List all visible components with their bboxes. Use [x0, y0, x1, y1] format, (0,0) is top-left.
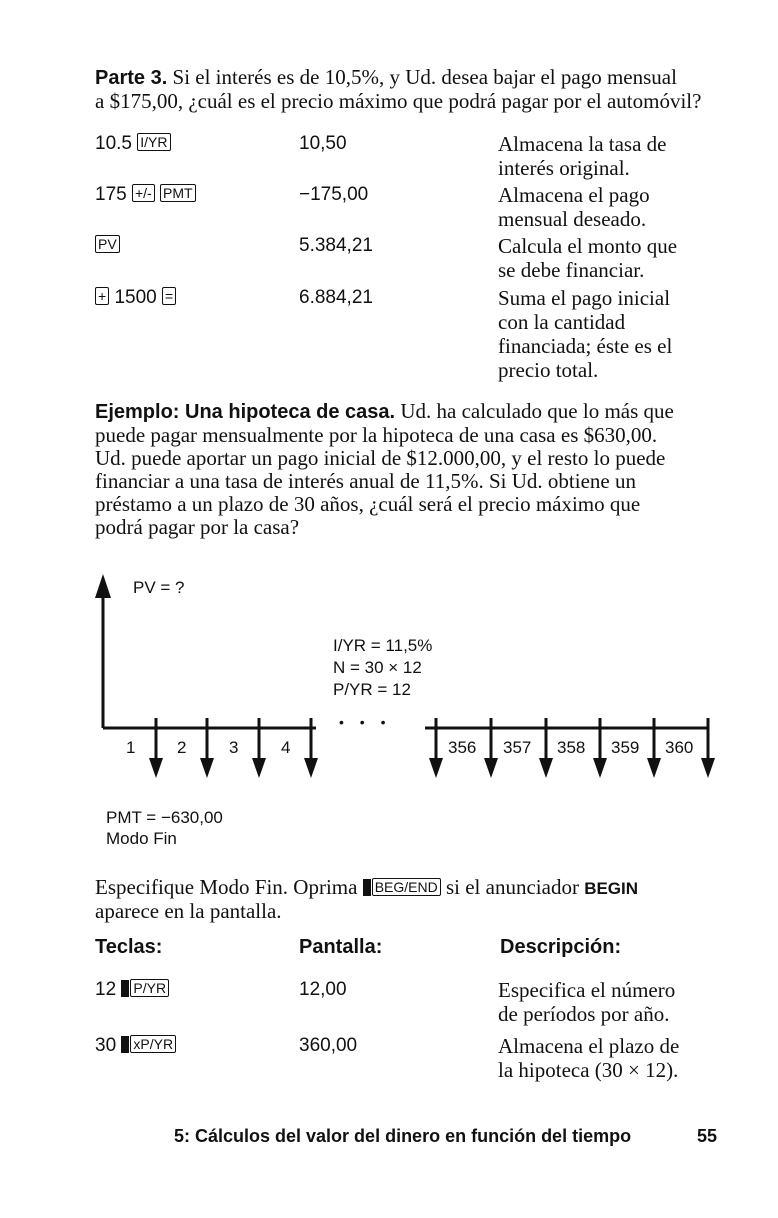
- part3-line1: Si el interés es de 10,5%, y Ud. desea bajar el pago mensual: [172, 65, 677, 89]
- display-value: 10,50: [299, 133, 347, 154]
- instruction-text: si el anunciador: [445, 875, 579, 899]
- header-display: Pantalla:: [299, 936, 383, 958]
- keystroke-cell: [95, 234, 120, 257]
- desc-line: Especifica el número: [498, 978, 676, 1002]
- example-line: préstamo a un plazo de 30 años, ¿cuál será el precio máximo que: [95, 492, 641, 516]
- iyr-label: I/YR = 11,5%: [333, 636, 433, 655]
- example-lead: Ejemplo: Una hipoteca de casa.: [95, 401, 396, 423]
- description: [498, 183, 728, 231]
- desc-line: Almacena la tasa de: [498, 132, 667, 156]
- period-label: 358: [557, 738, 586, 757]
- part3-lead: Parte 3.: [95, 67, 168, 89]
- example-paragraph: [95, 400, 715, 539]
- pv-label: PV = ?: [133, 578, 185, 597]
- desc-line: Suma el pago inicial: [498, 286, 671, 310]
- desc-line: mensual deseado.: [498, 207, 647, 231]
- keystroke-cell: [95, 978, 169, 1001]
- desc-line: precio total.: [498, 358, 599, 382]
- period-label: 1: [126, 738, 136, 757]
- keystroke-cell: [95, 183, 196, 206]
- display-value: 6.884,21: [299, 287, 373, 308]
- period-label: 359: [611, 738, 640, 757]
- instruction-line2: aparece en la pantalla.: [95, 899, 282, 923]
- key-plus: +: [95, 287, 109, 305]
- mode-label: Modo Fin: [106, 829, 177, 848]
- ellipsis: • • •: [339, 714, 392, 730]
- key-pmt: PMT: [160, 184, 196, 202]
- display-value: 12,00: [299, 979, 347, 1000]
- page-number: 55: [697, 1126, 718, 1146]
- header-keys: Teclas:: [95, 936, 163, 958]
- description: [498, 1034, 728, 1082]
- chapter-footer: 5: Cálculos del valor del dinero en función del tiempo: [174, 1126, 632, 1146]
- shift-key-icon: [121, 1036, 129, 1053]
- key-xp-yr: xP/YR: [130, 1035, 176, 1053]
- pv-arrow-head: [95, 574, 111, 598]
- period-label: 360: [665, 738, 694, 757]
- key-equals: =: [162, 287, 176, 305]
- n-label: N = 30 × 12: [333, 658, 422, 677]
- key-number: 1500: [114, 287, 157, 308]
- desc-line: financiada; éste es el: [498, 334, 673, 358]
- keystroke-cell: [95, 286, 176, 309]
- example-line: Ud. puede aportar un pago inicial de $12.000,00, y el resto lo puede: [95, 446, 666, 470]
- key-p-yr: P/YR: [130, 979, 169, 997]
- begin-annunciator: BEGIN: [584, 879, 639, 898]
- key-iyr: I/YR: [137, 133, 170, 151]
- description: [498, 286, 728, 382]
- pyr-label: P/YR = 12: [333, 680, 411, 699]
- example-line: puede pagar mensualmente por la hipoteca de una casa es $630,00.: [95, 423, 658, 447]
- pmt-label: PMT = −630,00: [106, 808, 223, 827]
- description: [498, 978, 728, 1026]
- part3-paragraph: [95, 66, 715, 113]
- instruction-paragraph: [95, 876, 715, 923]
- key-prefix: 30: [95, 1035, 117, 1056]
- display-value: −175,00: [299, 184, 369, 205]
- key-prefix: 10.5: [95, 133, 132, 154]
- display-value: 360,00: [299, 1035, 358, 1056]
- desc-line: Almacena el pago: [498, 183, 650, 207]
- instruction-text: Especifique Modo Fin. Oprima: [95, 875, 358, 899]
- key-beg-end: BEG/END: [372, 878, 441, 896]
- example-line: Ud. ha calculado que lo más que: [395, 399, 674, 423]
- key-prefix: 12: [95, 979, 117, 1000]
- keystroke-cell: [95, 1034, 176, 1057]
- desc-line: la hipoteca (30 × 12).: [498, 1058, 679, 1082]
- description: [498, 132, 728, 180]
- shift-key-icon: [363, 879, 371, 896]
- display-value: 5.384,21: [299, 235, 373, 256]
- period-label: 356: [448, 738, 477, 757]
- period-label: 2: [177, 738, 187, 757]
- example-line: financiar a una tasa de interés anual de 11,5%. Si Ud. obtiene un: [95, 469, 636, 493]
- desc-line: de períodos por año.: [498, 1002, 670, 1026]
- keystroke-cell: [95, 132, 171, 155]
- part3-line2: a $175,00, ¿cuál es el precio máximo que podrá pagar por el automóvil?: [95, 89, 702, 113]
- period-label: 357: [503, 738, 532, 757]
- key-prefix: 175: [95, 184, 127, 205]
- key-pv: PV: [95, 235, 120, 253]
- desc-line: Almacena el plazo de: [498, 1034, 680, 1058]
- desc-line: Calcula el monto que: [498, 234, 678, 258]
- period-label: 3: [229, 738, 239, 757]
- header-description: Descripción:: [500, 936, 622, 958]
- description: [498, 234, 728, 282]
- key-change-sign: +/-: [132, 184, 155, 202]
- period-label: 4: [281, 738, 291, 757]
- shift-key-icon: [121, 980, 129, 997]
- desc-line: se debe financiar.: [498, 258, 645, 282]
- desc-line: con la cantidad: [498, 310, 626, 334]
- example-line: podrá pagar por la casa?: [95, 515, 300, 539]
- desc-line: interés original.: [498, 156, 630, 180]
